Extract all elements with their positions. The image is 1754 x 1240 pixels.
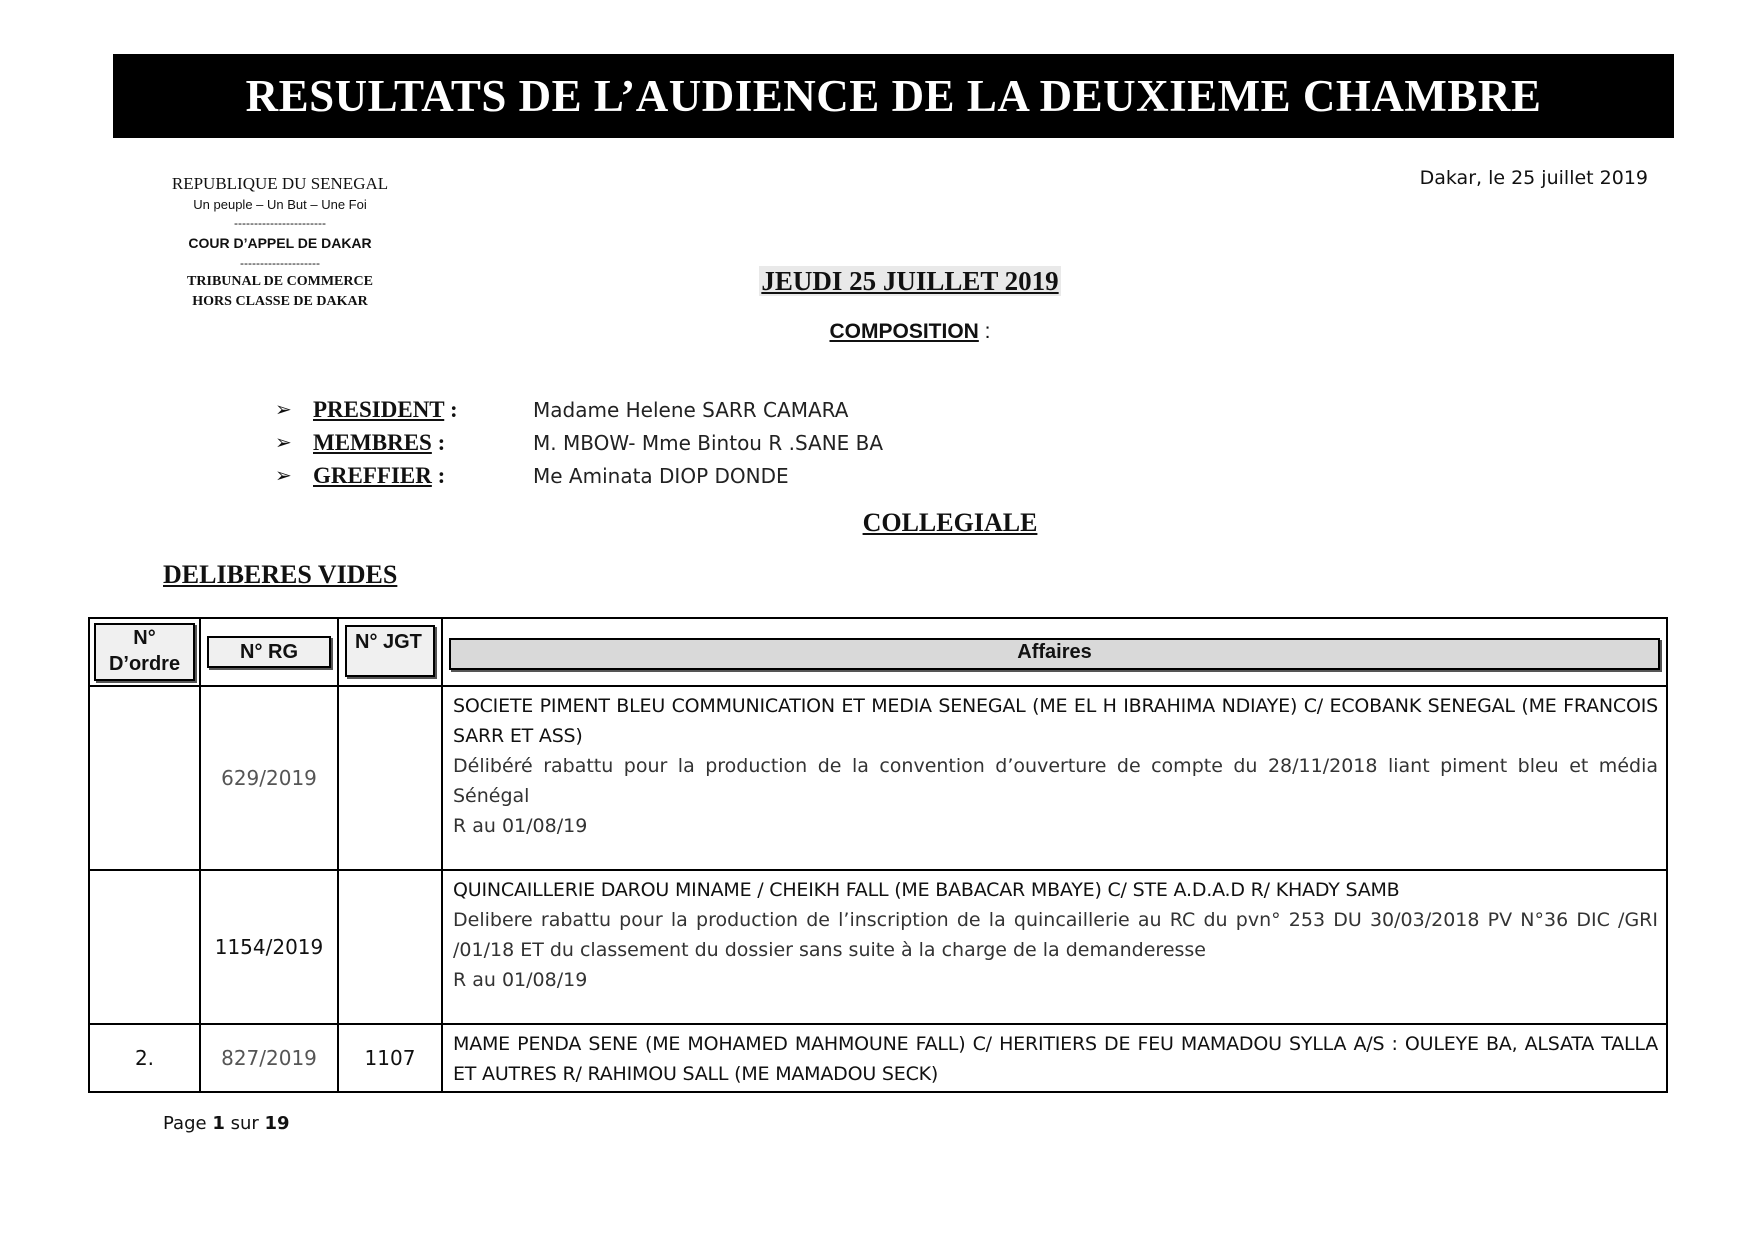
- section-heading: COLLEGIALE: [862, 508, 1038, 537]
- cell-ordre: [89, 870, 200, 1024]
- member-name: M. MBOW- Mme Bintou R .SANE BA: [533, 430, 884, 455]
- list-item: [275, 426, 1075, 459]
- role-name: PRESIDENT: [313, 396, 445, 422]
- title-banner: [113, 54, 1674, 138]
- list-item: [275, 459, 1075, 492]
- tribunal-name: TRIBUNAL DE COMMERCE: [187, 274, 373, 289]
- page-sur: sur: [224, 1113, 265, 1134]
- session-day-text: JEUDI 25 JUILLET 2019: [761, 266, 1059, 296]
- cases-table: [88, 617, 1668, 1093]
- header-jgt-label: N° JGT: [345, 625, 435, 677]
- role-name: MEMBRES: [313, 429, 432, 455]
- cell-rg: 629/2019: [200, 686, 338, 870]
- arrow-bullet-icon: ➢: [275, 399, 292, 421]
- table-row: [89, 1024, 1667, 1092]
- cell-ordre: 2.: [89, 1024, 200, 1092]
- separator: -----------------------: [234, 216, 326, 230]
- role-name: GREFFIER: [313, 462, 432, 488]
- table-row: [89, 686, 1667, 870]
- cell-affaire: [442, 686, 1667, 870]
- case-renvoi: R au 01/08/19: [453, 815, 588, 837]
- session-day: [700, 266, 1120, 297]
- case-parties: SOCIETE PIMENT BLEU COMMUNICATION ET MEDIA SENEGAL (ME EL H IBRAHIMA NDIAYE) C/ ECOBANK SENEGAL (ME FRANCOIS SARR ET ASS): [453, 695, 1658, 747]
- role-label: [313, 430, 533, 456]
- arrow-bullet-icon: ➢: [275, 465, 292, 487]
- country-name: REPUBLIQUE DU SENEGAL: [171, 174, 389, 193]
- cell-jgt: 1107: [338, 1024, 442, 1092]
- subsection-heading: DELIBERES VIDES: [163, 560, 398, 589]
- header-rg-label: N° RG: [207, 636, 331, 668]
- header-ordre-label: N° D’ordre: [94, 623, 195, 681]
- member-name: Me Aminata DIOP DONDE: [533, 463, 789, 488]
- header-jgt: [338, 618, 442, 686]
- document-date: Dakar, le 25 juillet 2019: [1419, 167, 1648, 189]
- member-name: Madame Helene SARR CAMARA: [533, 397, 849, 422]
- composition-heading: [700, 320, 1120, 344]
- header-affaires-label: Affaires: [449, 638, 1660, 670]
- role-label: [313, 463, 533, 489]
- table-header-row: [89, 618, 1667, 686]
- composition-list: [275, 393, 1075, 492]
- cell-rg: 1154/2019: [200, 870, 338, 1024]
- page-number: [163, 1113, 290, 1134]
- case-parties: MAME PENDA SENE (ME MOHAMED MAHMOUNE FALL) C/ HERITIERS DE FEU MAMADOU SYLLA A/S : OULEYE BA, ALSATA TALLA ET AUTRES R/ RAHIMOU SALL (ME MAMADOU SECK): [453, 1033, 1658, 1085]
- case-decision: Délibéré rabattu pour la production de la convention d’ouverture de compte du 28/11/2018 liant piment bleu et média Sénégal: [453, 755, 1658, 807]
- cell-affaire: [442, 870, 1667, 1024]
- composition-label: COMPOSITION: [829, 320, 979, 343]
- role-colon: :: [431, 462, 446, 488]
- cell-jgt: [338, 686, 442, 870]
- tribunal-location: HORS CLASSE DE DAKAR: [192, 294, 368, 309]
- case-parties: QUINCAILLERIE DAROU MINAME / CHEIKH FALL (ME BABACAR MBAYE) C/ STE A.D.A.D R/ KHADY SAMB: [453, 879, 1400, 901]
- header-rg: [200, 618, 338, 686]
- page-title: RESULTATS DE L’AUDIENCE DE LA DEUXIEME CHAMBRE: [245, 71, 1542, 121]
- list-item: [275, 393, 1075, 426]
- header-affaires: [442, 618, 1667, 686]
- header-ordre: [89, 618, 200, 686]
- role-label: [313, 397, 533, 423]
- table-row: [89, 870, 1667, 1024]
- composition-suffix: :: [978, 320, 991, 343]
- cell-ordre: [89, 686, 200, 870]
- institution-header: [140, 172, 420, 312]
- cell-affaire: [442, 1024, 1667, 1092]
- page-label: Page: [163, 1113, 213, 1134]
- current-page: 1: [212, 1113, 225, 1134]
- separator: --------------------: [240, 256, 320, 270]
- case-renvoi: R au 01/08/19: [453, 969, 588, 991]
- court-name: COUR D’APPEL DE DAKAR: [188, 235, 372, 251]
- case-decision: Delibere rabattu pour la production de l’inscription de la quincaillerie au RC du pvn° 253 DU 30/03/2018 PV N°36 DIC /GRI /01/18 ET du classement du dossier sans suite à la charge de la demanderesse: [453, 909, 1658, 961]
- role-colon: :: [444, 396, 458, 422]
- cell-jgt: [338, 870, 442, 1024]
- role-colon: :: [431, 429, 446, 455]
- cell-rg: 827/2019: [200, 1024, 338, 1092]
- total-pages: 19: [264, 1113, 290, 1134]
- national-motto: Un peuple – Un But – Une Foi: [193, 197, 367, 212]
- arrow-bullet-icon: ➢: [275, 432, 292, 454]
